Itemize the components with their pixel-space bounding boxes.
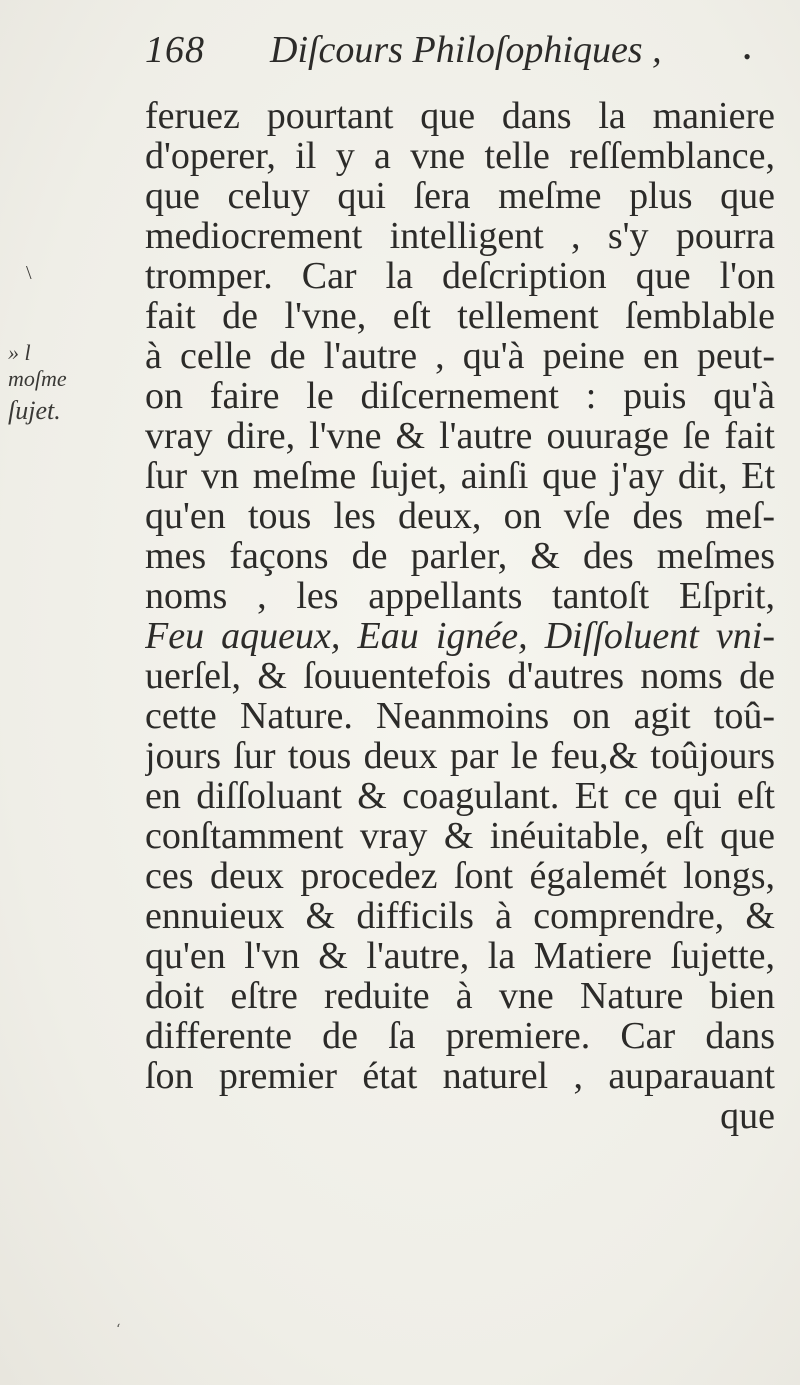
margin-note-2: moſme xyxy=(8,366,67,391)
text-line: mes façons de parler, & des meſmes xyxy=(145,536,775,576)
text-line: noms , les appellants tantoſt Eſprit, xyxy=(145,576,775,616)
text-line: conſtamment vray & inéuitable, eſt que xyxy=(145,816,775,856)
bottom-mark: ʻ xyxy=(116,1322,121,1338)
text-line: ſon premier état naturel , auparauant xyxy=(145,1056,775,1096)
text-line: à celle de l'autre , qu'à peine en peut- xyxy=(145,336,775,376)
text-line: d'operer, il y a vne telle reſſemblance, xyxy=(145,136,775,176)
text-line: qu'en tous les deux, on vſe des meſ- xyxy=(145,496,775,536)
catchword: que xyxy=(720,1096,775,1136)
text-line: tromper. Car la deſcription que l'on xyxy=(145,256,775,296)
text-line: jours ſur tous deux par le feu,& toûjours xyxy=(145,736,775,776)
text-line: que celuy qui ſera meſme plus que xyxy=(145,176,775,216)
text-line: fait de l'vne, eſt tellement ſemblable xyxy=(145,296,775,336)
text-line: en diſſoluant & coagulant. Et ce qui eſt xyxy=(145,776,775,816)
text-line: cette Nature. Neanmoins on agit toû- xyxy=(145,696,775,736)
margin-mark: \ xyxy=(26,262,32,284)
margin-note-1: » l xyxy=(8,340,31,365)
text-line: differente de ſa premiere. Car dans xyxy=(145,1016,775,1056)
text-line: ennuieux & difficils à comprendre, & xyxy=(145,896,775,936)
text-line: mediocrement intelligent , s'y pourra xyxy=(145,216,775,256)
running-head: Diſcours Philoſophiques , xyxy=(270,29,662,71)
text-line: ces deux procedez ſont égalemét longs, xyxy=(145,856,775,896)
text-line: qu'en l'vn & l'autre, la Matiere ſujette, xyxy=(145,936,775,976)
page-number: 168 xyxy=(145,29,205,71)
body-text xyxy=(145,96,775,1136)
text-line: ſur vn meſme ſujet, ainſi que j'ay dit, Et xyxy=(145,456,775,496)
text-line: vray dire, l'vne & l'autre ouurage ſe fait xyxy=(145,416,775,456)
margin-note-3: ſujet. xyxy=(8,396,61,425)
page-header xyxy=(145,22,751,82)
text-line: feruez pourtant que dans la maniere xyxy=(145,96,775,136)
text-line: uerſel, & ſouuentefois d'autres noms de xyxy=(145,656,775,696)
corner-mark: • xyxy=(743,44,751,69)
text-line: on faire le diſcernement : puis qu'à xyxy=(145,376,775,416)
text-line: doit eſtre reduite à vne Nature bien xyxy=(145,976,775,1016)
text-line: Feu aqueux, Eau ignée, Diſſoluent vni- xyxy=(145,616,775,656)
